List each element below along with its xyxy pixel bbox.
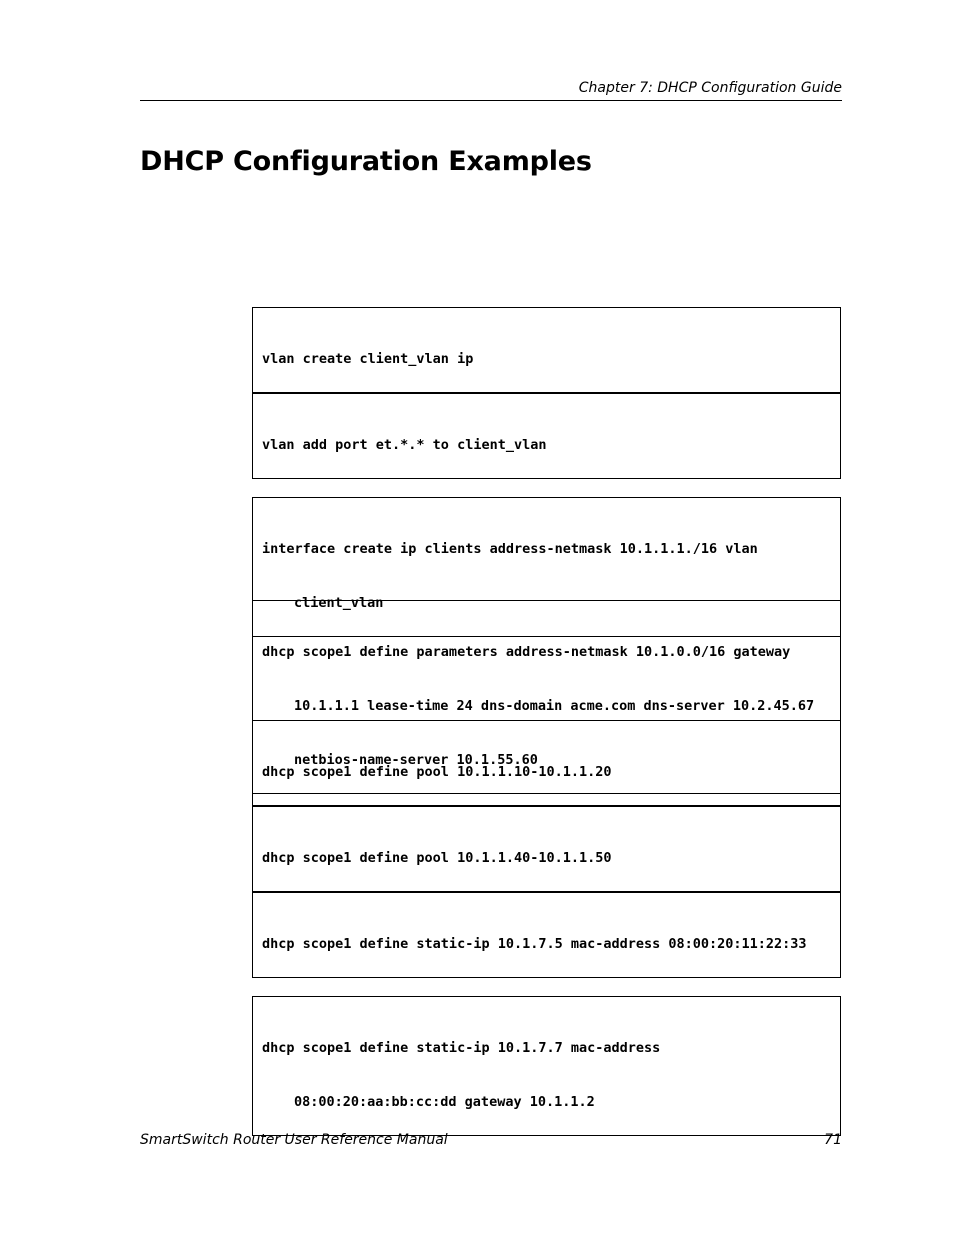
code-line: netbios-name-server 10.1.55.60 bbox=[294, 752, 538, 768]
code-line: dhcp scope1 define static-ip 10.1.7.7 mac-address bbox=[262, 1040, 661, 1056]
code-line: client_vlan bbox=[294, 595, 384, 611]
code-line: 10.1.1.1 lease-time 24 dns-domain acme.com dns-server 10.2.45.67 bbox=[294, 698, 815, 714]
footer-manual-title: SmartSwitch Router User Reference Manual bbox=[140, 1132, 448, 1148]
running-header: Chapter 7: DHCP Configuration Guide bbox=[578, 80, 842, 96]
code-box-dhcp-pool-2 bbox=[252, 806, 841, 892]
code-line: interface create ip clients address-netmask 10.1.1.1./16 vlan bbox=[262, 541, 758, 557]
code-line: vlan create client_vlan ip bbox=[262, 351, 474, 367]
code-box-dhcp-static-ip-1 bbox=[252, 892, 841, 978]
footer-page-number: 71 bbox=[824, 1132, 842, 1148]
code-line: dhcp scope1 define parameters address-netmask 10.1.0.0/16 gateway bbox=[262, 644, 791, 660]
code-box-vlan-create bbox=[252, 307, 841, 393]
header-rule bbox=[140, 100, 842, 101]
code-line: dhcp scope1 define pool 10.1.1.40-10.1.1.50 bbox=[262, 850, 612, 866]
code-line: 08:00:20:aa:bb:cc:dd gateway 10.1.1.2 bbox=[294, 1094, 595, 1110]
code-box-dhcp-pool-1 bbox=[252, 720, 841, 806]
code-line: dhcp scope1 define static-ip 10.1.7.5 mac-address 08:00:20:11:22:33 bbox=[262, 936, 807, 952]
code-line: vlan add port et.*.* to client_vlan bbox=[262, 437, 547, 453]
code-box-dhcp-static-ip-2 bbox=[252, 996, 841, 1136]
code-line: dhcp scope1 define pool 10.1.1.10-10.1.1.20 bbox=[262, 764, 612, 780]
page-title: DHCP Configuration Examples bbox=[140, 146, 592, 177]
code-box-vlan-add-port bbox=[252, 393, 841, 479]
